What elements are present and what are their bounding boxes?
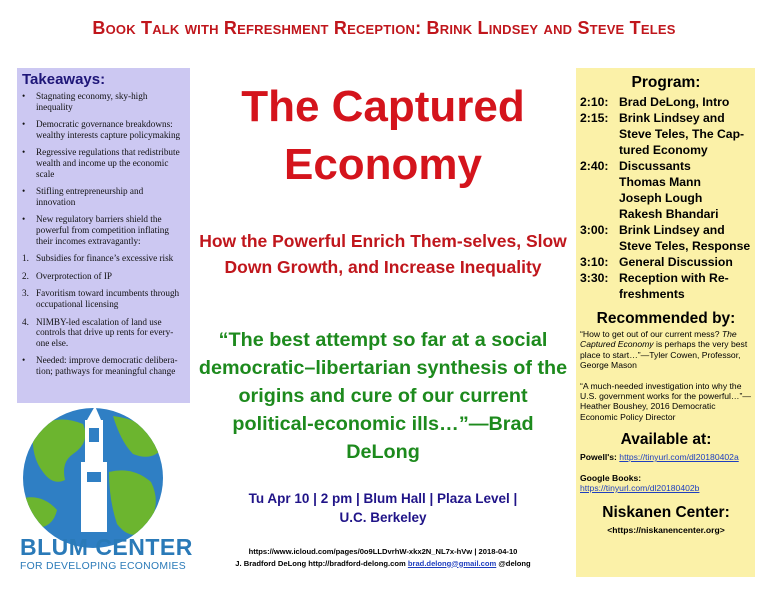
takeaways-bullets xyxy=(22,91,184,246)
footer xyxy=(196,546,570,569)
recommendation-quote-1: “How to get out of our current mess? The Captured Economy is perhaps the very best place to start…”—Tyler Cowen, Professor, George Mason xyxy=(580,329,748,371)
takeaway-item: • Democratic governance breakdowns: wealthy interests capture policymaking xyxy=(22,119,181,140)
takeaways-final xyxy=(22,355,184,376)
recommended-heading: Recommended by: xyxy=(596,310,736,327)
takeaway-item: • Stifling entrepreneurship and innovation xyxy=(22,186,144,207)
footer-credit: J. Bradford DeLong http://bradford-delong.com brad.delong@gmail.com @delong xyxy=(235,558,531,568)
powells-entry: Powell's: https://tinyurl.com/dl20180402a xyxy=(580,452,739,463)
program-panel xyxy=(576,68,755,577)
takeaways-numbered xyxy=(22,253,184,348)
book-subtitle: How the Powerful Enrich Them-selves, Slow Down Growth, and Increase Inequality xyxy=(199,231,567,277)
program-item: Rakesh Bhandari xyxy=(619,207,719,221)
footer-url[interactable]: https://www.icloud.com/pages/0o9LLDvrhW-xkx2N_NL7x-hVw | 2018-04-10 xyxy=(248,547,518,556)
takeaway-item: • New regulatory barriers shield the powerful from competition inflating their incomes extravagantly: xyxy=(22,214,169,246)
event-banner: Book Talk with Refreshment Reception: Brink Lindsey and Steve Teles xyxy=(92,18,676,38)
program-item: 3:30: Reception with Re-freshments xyxy=(580,271,729,301)
program-heading: Program: xyxy=(631,74,701,91)
event-date-location: Tu Apr 10 | 2 pm | Blum Hall | Plaza Level | xyxy=(248,491,518,506)
takeaways-panel xyxy=(17,68,190,403)
takeaways-heading: Takeaways: xyxy=(22,71,106,88)
program-item: 2:40: Discussants xyxy=(580,159,691,173)
program-item: 3:00: Brink Lindsey and Steve Teles, Response xyxy=(580,223,751,253)
program-item: 2:15: Brink Lindsey and Steve Teles, The Cap-tured Economy xyxy=(580,111,745,157)
powells-link[interactable]: https://tinyurl.com/dl20180402a xyxy=(619,452,739,463)
event-venue: U.C. Berkeley xyxy=(339,510,427,525)
book-title: The Captured Economy xyxy=(241,82,525,189)
takeaway-item: • Stagnating economy, sky-high inequality xyxy=(22,91,148,112)
program-list xyxy=(580,94,752,302)
logo-name: BLUM CENTER xyxy=(20,534,193,560)
program-item: Joseph Lough xyxy=(619,191,703,205)
numbered-item: 1. Subsidies for finance’s excessive risk xyxy=(22,253,174,264)
numbered-item: 4. NIMBY-led escalation of land use controls that drive up rents for every-one else. xyxy=(22,316,174,348)
niskanen-url[interactable]: <https://niskanencenter.org> xyxy=(607,525,725,536)
logo-tagline: FOR DEVELOPING ECONOMIES xyxy=(20,561,186,572)
recommendation-quote-2: “A much-needed investigation into why the U.S. government works for the powerful…”—Heather Boushey, 2016 Democratic Economic Policy Director xyxy=(580,380,751,422)
event-details xyxy=(196,489,570,527)
numbered-item: 2. Overprotection of IP xyxy=(22,270,113,281)
program-item: 3:10: General Discussion xyxy=(580,255,733,269)
email-link[interactable]: brad.delong@gmail.com xyxy=(407,558,497,568)
takeaway-item: • Regressive regulations that redistribute wealth and income up the economic scale xyxy=(22,147,180,179)
niskanen-heading: Niskanen Center: xyxy=(602,504,730,522)
numbered-item: 3. Favoritism toward incumbents through occupational licensing xyxy=(22,288,180,309)
endorsement-quote: “The best attempt so far at a social democratic–libertarian synthesis of the origins and cure of our current political-economic ills…”—Brad DeLong xyxy=(198,329,568,463)
google-books-entry: Google Books: https://tinyurl.com/dl20180402b xyxy=(580,472,700,494)
google-books-link[interactable]: https://tinyurl.com/dl20180402b xyxy=(580,483,700,494)
program-item: Thomas Mann xyxy=(619,175,701,189)
program-item: 2:10: Brad DeLong, Intro xyxy=(580,95,730,109)
takeaway-item: • Needed: improve democratic delibera-tion; pathways for meaningful change xyxy=(22,355,178,376)
available-heading: Available at: xyxy=(620,431,712,449)
